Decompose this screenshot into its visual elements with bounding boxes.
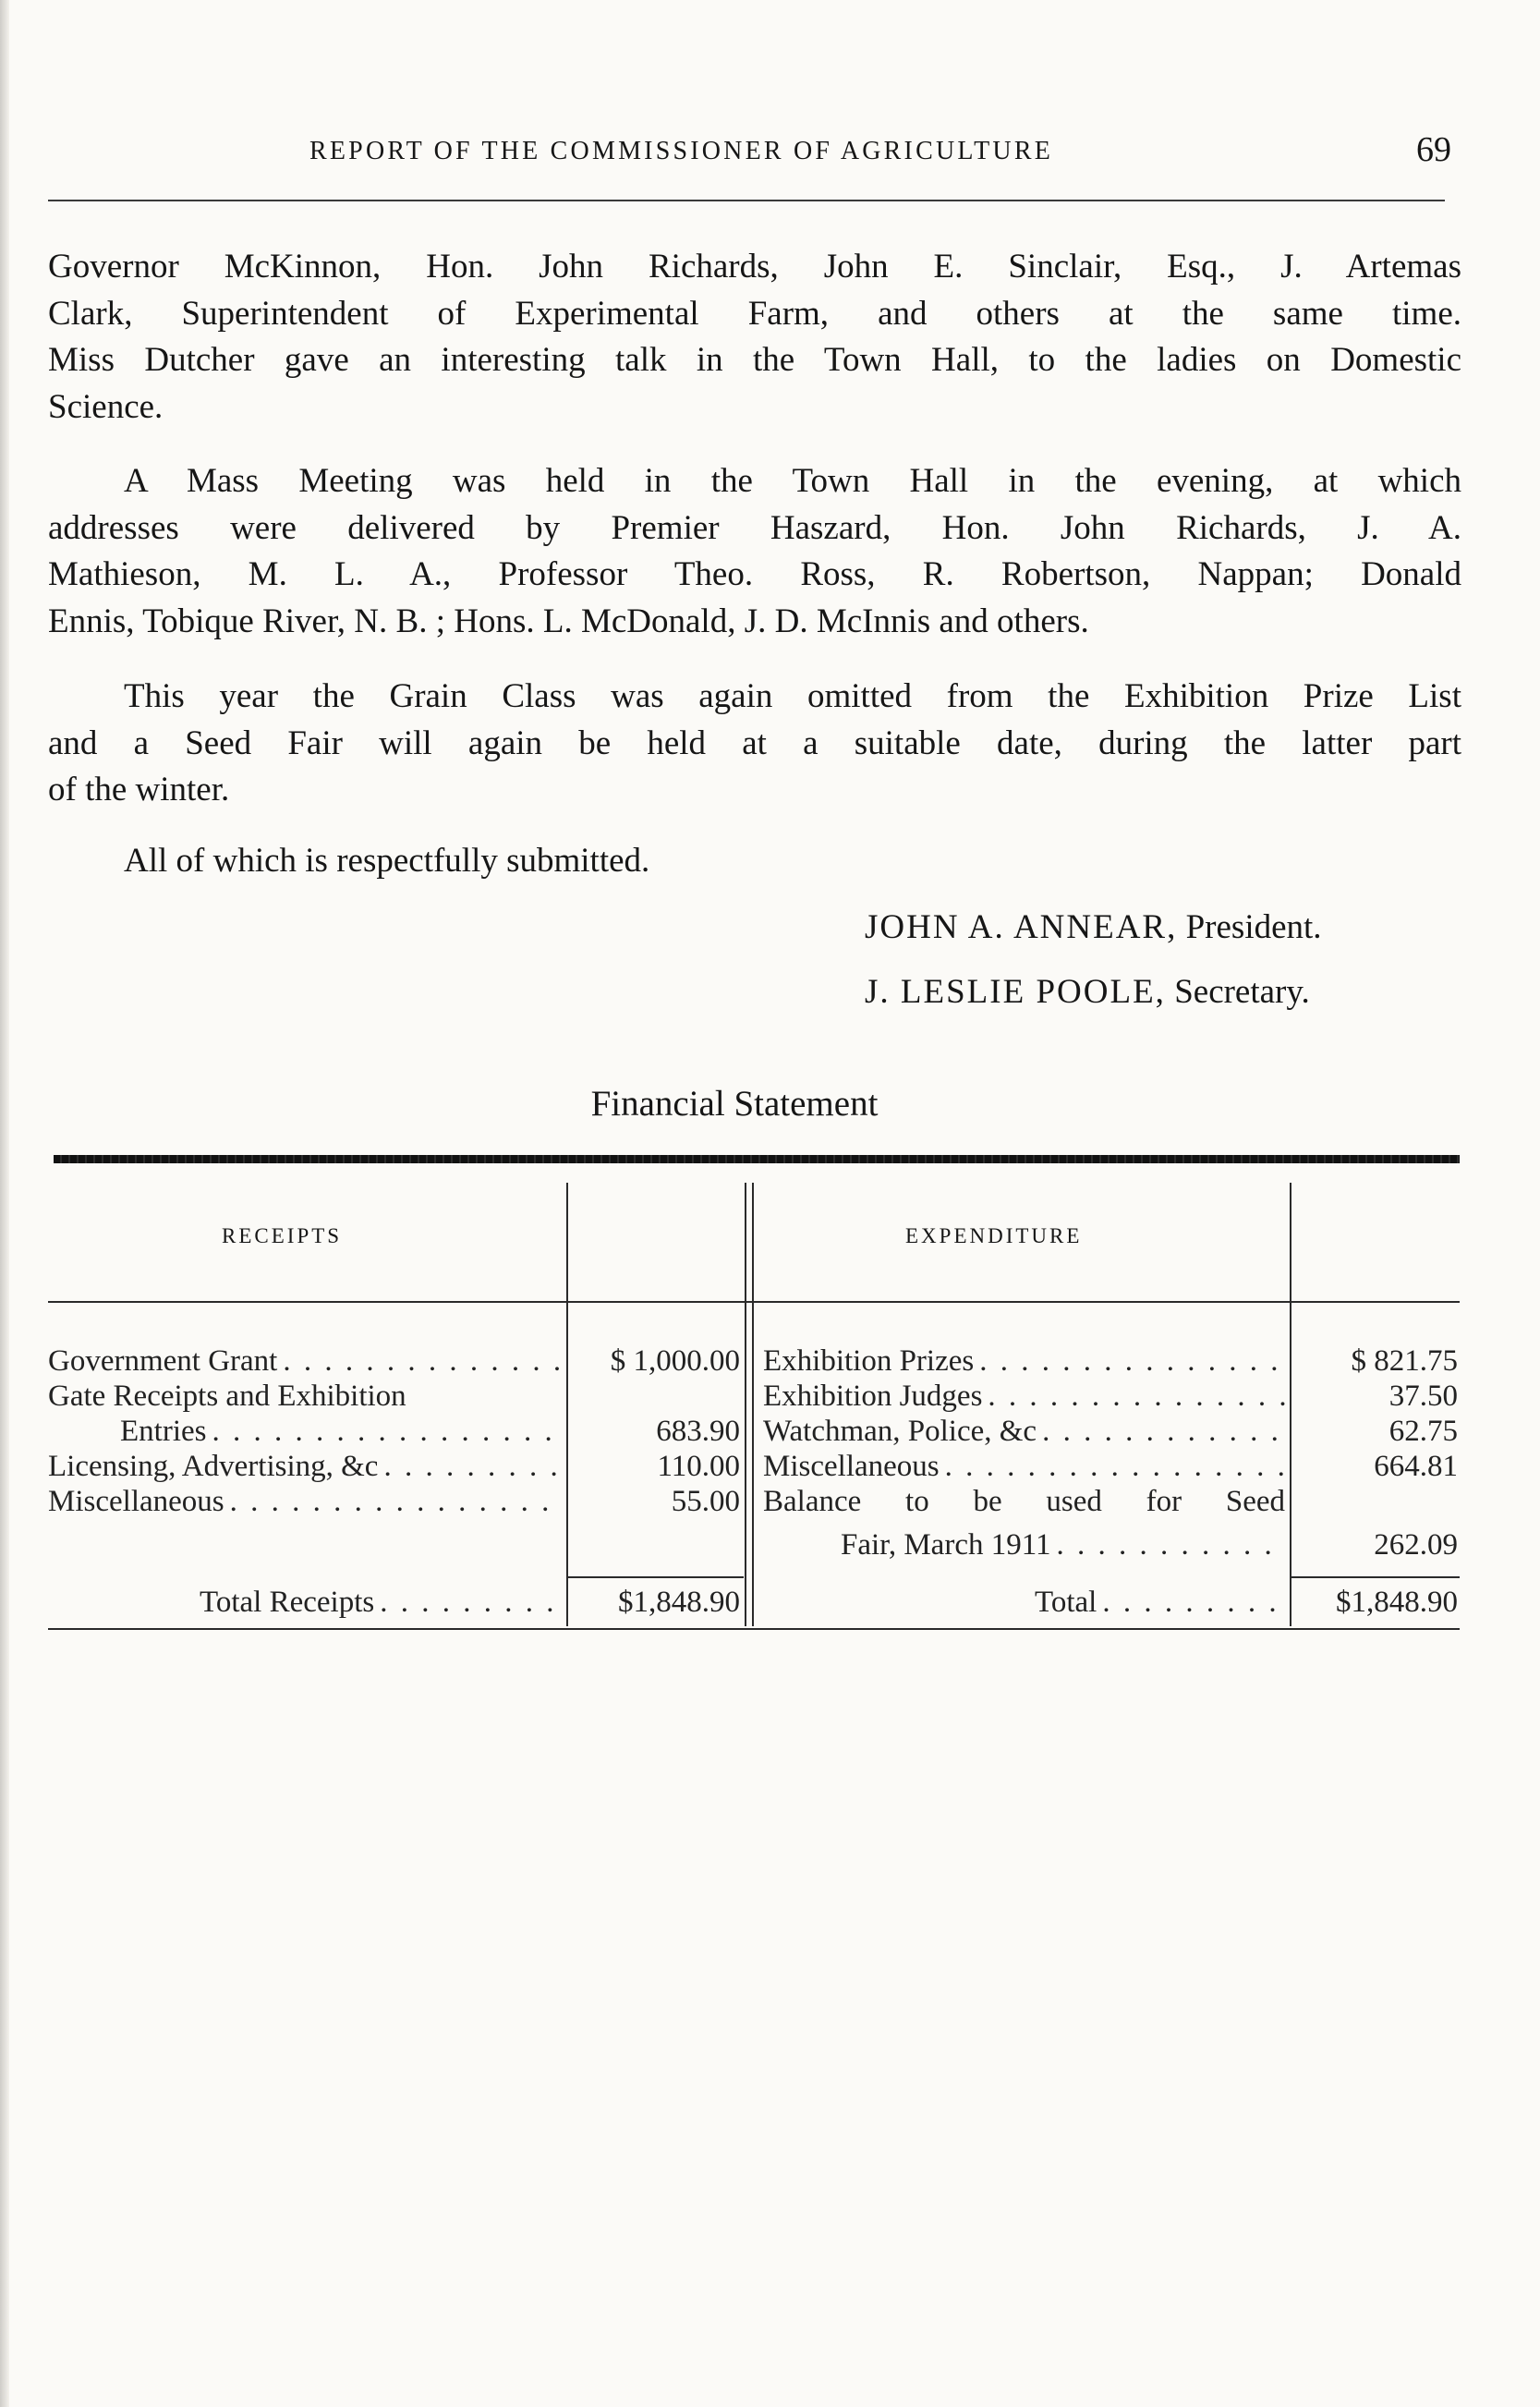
expenditure-row <box>763 1343 1285 1379</box>
expenditure-label: Exhibition Judges <box>763 1380 983 1413</box>
receipt-label: Gate Receipts and Exhibition <box>48 1380 406 1413</box>
running-title: REPORT OF THE COMMISSIONER OF AGRICULTURE <box>309 137 1054 165</box>
closing-line: All of which is respectfully submitted. <box>124 842 650 880</box>
signatory-title: Secretary. <box>1174 973 1310 1011</box>
receipts-total-row <box>200 1585 562 1620</box>
receipt-amount: 110.00 <box>657 1450 740 1483</box>
receipt-label: Government Grant <box>48 1344 278 1378</box>
signatory-name: JOHN A. ANNEAR, <box>865 908 1178 946</box>
text-line: and a Seed Fair will again be held at a suitable date, during the latter part <box>48 723 1461 762</box>
column-rule <box>1290 1183 1291 1626</box>
leader-dots <box>1102 1585 1285 1620</box>
leader-dots <box>380 1585 562 1620</box>
header-underline <box>48 1301 1460 1303</box>
expenditure-amount: 37.50 <box>1388 1380 1458 1413</box>
table-top-rule <box>54 1155 1460 1163</box>
receipt-row <box>48 1449 562 1484</box>
expenditure-amount: $ 821.75 <box>1351 1344 1458 1378</box>
text-line: Ennis, Tobique River, N. B. ; Hons. L. McDonald, J. D. McInnis and others. <box>48 602 1089 640</box>
text-line: Mathieson, M. L. A., Professor Theo. Ross, R. Robertson, Nappan; Donald <box>48 555 1461 593</box>
receipt-label: Licensing, Advertising, &c <box>48 1450 379 1483</box>
expenditure-total-row <box>1035 1585 1285 1620</box>
expenditure-amount: 62.75 <box>1388 1415 1458 1448</box>
leader-dots <box>979 1343 1285 1379</box>
expenditure-row <box>841 1527 1285 1562</box>
expenditure-header: EXPENDITURE <box>905 1224 1083 1247</box>
text-line: Clark, Superintendent of Experimental Farm, and others at the same time. <box>48 294 1461 333</box>
text-line: addresses were delivered by Premier Haszard, Hon. John Richards, J. A. <box>48 508 1461 547</box>
expenditure-label: Watchman, Police, &c <box>763 1415 1037 1448</box>
column-rule <box>745 1183 746 1626</box>
receipt-row <box>48 1484 562 1519</box>
receipt-row <box>120 1414 562 1449</box>
signature-president <box>865 907 1322 947</box>
receipt-label: Entries <box>120 1415 207 1448</box>
page-number: 69 <box>1416 130 1451 169</box>
expenditure-amount: 262.09 <box>1374 1528 1458 1562</box>
table-bottom-rule <box>48 1628 1460 1630</box>
column-rule <box>566 1183 568 1626</box>
text-line: Governor McKinnon, Hon. John Richards, John E. Sinclair, Esq., J. Artemas <box>48 248 1461 286</box>
scan-edge <box>0 0 9 2407</box>
leader-dots <box>945 1449 1285 1484</box>
expenditure-amount: 664.81 <box>1374 1450 1458 1483</box>
leader-dots <box>988 1379 1285 1414</box>
receipts-total-amount: $1,848.90 <box>618 1586 740 1619</box>
text-line: This year the Grain Class was again omitted from the Exhibition Prize List <box>124 677 1461 715</box>
leader-dots <box>212 1414 562 1449</box>
text-line: Miss Dutcher gave an interesting talk in the Town Hall, to the ladies on Domestic <box>48 341 1461 379</box>
expenditure-label: Exhibition Prizes <box>763 1344 975 1378</box>
paragraph-3 <box>48 674 1461 814</box>
paragraph-2 <box>48 458 1461 645</box>
receipt-amount: $ 1,000.00 <box>610 1344 740 1378</box>
signatory-name: J. LESLIE POOLE, <box>865 973 1166 1011</box>
receipt-row <box>48 1343 562 1379</box>
leader-dots <box>383 1449 562 1484</box>
text-line: A Mass Meeting was held in the Town Hall in the evening, at which <box>124 462 1461 500</box>
expenditure-label: Balance to be used for Seed <box>763 1485 1285 1518</box>
receipt-label: Miscellaneous <box>48 1485 224 1518</box>
expenditure-total-label: Total <box>1035 1586 1097 1619</box>
leader-dots <box>283 1343 562 1379</box>
expenditure-row <box>763 1379 1285 1414</box>
leader-dots <box>1042 1414 1285 1449</box>
leader-dots <box>230 1484 562 1519</box>
financial-statement-title: Financial Statement <box>590 1084 879 1124</box>
text-line: of the winter. <box>48 771 230 808</box>
expenditure-row <box>763 1449 1285 1484</box>
column-rule <box>752 1183 754 1626</box>
subtotal-rule <box>1291 1576 1460 1578</box>
expenditure-label: Fair, March 1911 <box>841 1528 1051 1562</box>
receipt-amount: 55.00 <box>671 1485 740 1518</box>
expenditure-row <box>763 1414 1285 1449</box>
header-rule <box>48 200 1445 201</box>
receipt-amount: 683.90 <box>656 1415 740 1448</box>
text-line: Science. <box>48 387 164 426</box>
expenditure-total-amount: $1,848.90 <box>1336 1586 1458 1619</box>
signature-secretary <box>865 972 1310 1012</box>
leader-dots <box>1057 1527 1286 1562</box>
receipts-header: RECEIPTS <box>222 1224 343 1247</box>
subtotal-rule <box>568 1576 744 1578</box>
expenditure-label: Miscellaneous <box>763 1450 940 1483</box>
signatory-title: President. <box>1185 908 1322 946</box>
paragraph-1 <box>48 244 1461 431</box>
receipts-total-label: Total Receipts <box>200 1586 375 1619</box>
